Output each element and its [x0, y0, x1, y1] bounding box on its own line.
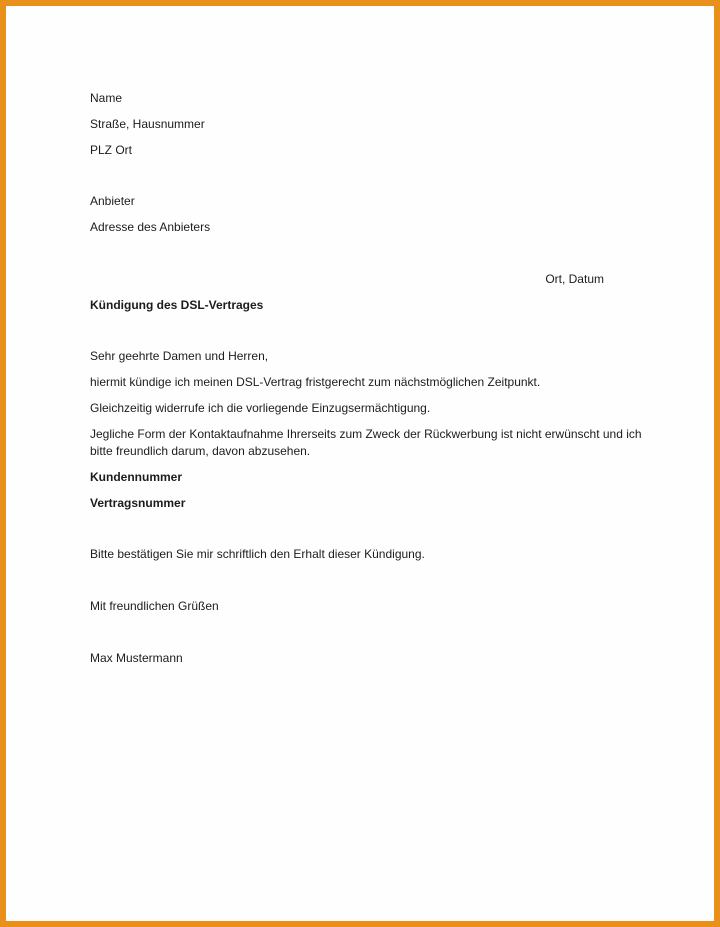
- sender-name: Name: [90, 91, 123, 105]
- recipient-address: Adresse des Anbieters: [90, 220, 211, 234]
- letter-page: [6, 6, 714, 921]
- confirmation-request: Bitte bestätigen Sie mir schriftlich den Erhalt dieser Kündigung.: [90, 547, 425, 561]
- salutation: Sehr geehrte Damen und Herren,: [90, 349, 269, 363]
- customer-number-label: Kundennummer: [90, 470, 183, 484]
- body-paragraph-3: Jegliche Form der Kontaktaufnahme Ihrerseits zum Zweck der Rückwerbung ist nicht erwünscht und ich bitte freundlich darum, davon abzusehen.: [90, 427, 642, 458]
- sender-city: PLZ Ort: [90, 143, 133, 157]
- recipient-provider: Anbieter: [90, 194, 135, 208]
- signature-name: Max Mustermann: [90, 651, 183, 665]
- letter-subject: Kündigung des DSL-Vertrages: [90, 298, 264, 312]
- body-paragraph-2: Gleichzeitig widerrufe ich die vorliegende Einzugsermächtigung.: [90, 401, 431, 415]
- body-paragraph-1: hiermit kündige ich meinen DSL-Vertrag fristgerecht zum nächstmöglichen Zeitpunkt.: [90, 375, 541, 389]
- contract-number-label: Vertragsnummer: [90, 496, 186, 510]
- place-date: Ort, Datum: [545, 272, 604, 286]
- sender-street: Straße, Hausnummer: [90, 117, 205, 131]
- closing: Mit freundlichen Grüßen: [90, 599, 219, 613]
